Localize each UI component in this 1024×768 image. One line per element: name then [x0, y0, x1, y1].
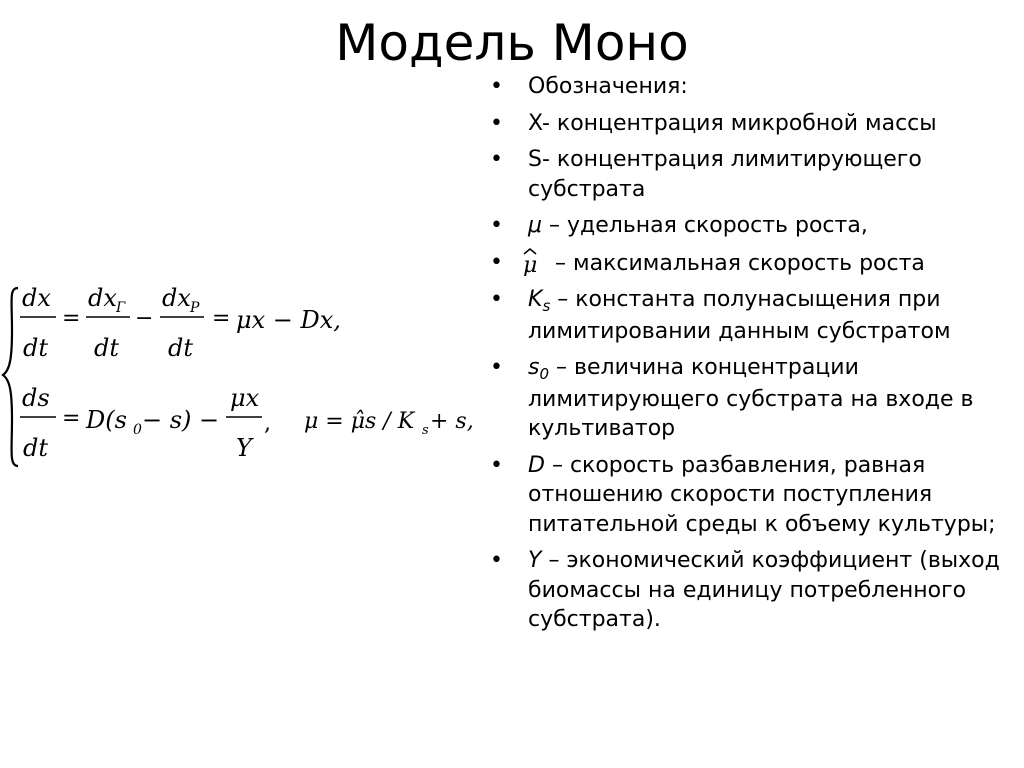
list-item — [486, 353, 1020, 444]
list-item-text: – константа полунасыщения при лимитировании данным субстратом — [528, 287, 951, 344]
list-item-text: Обозначения: — [528, 74, 688, 99]
list-item-text: X- концентрация микробной массы — [528, 110, 937, 136]
list-item — [486, 285, 1020, 346]
eq1-equals: = — [62, 306, 81, 331]
eq2-frac1-den: dt — [23, 434, 49, 462]
eq2-frac-den: Y — [236, 434, 252, 462]
list-item — [486, 248, 1020, 279]
eq2-frac1-num: ds — [22, 384, 50, 412]
eq1-rhs: μx − Dx, — [236, 306, 341, 334]
svg-text:μ: μ — [523, 252, 538, 276]
eq1-frac3-num: dx — [162, 284, 191, 312]
eq2-mu-def-sub: s — [422, 423, 429, 438]
eq2-equals: = — [62, 406, 81, 431]
eq2-rhs-b: − s) − — [142, 406, 220, 434]
eq1-minus: − — [135, 306, 154, 331]
list-item-text: S- концентрация лимитирующего субстрата — [528, 147, 922, 202]
mu-hat-symbol-image — [518, 248, 544, 276]
system-brace — [3, 288, 18, 466]
eq1-frac1-num: dx — [22, 284, 51, 312]
monod-equations — [0, 270, 486, 480]
list-item-symbol: Y — [528, 548, 542, 573]
eq1-frac2-sub: Г — [116, 300, 126, 316]
list-item — [486, 72, 1020, 102]
eq2-rhs-a: D(s — [86, 406, 127, 434]
bullet-icon: • — [490, 147, 503, 172]
eq1-frac2-den: dt — [94, 334, 120, 362]
list-item-symbol: s — [528, 355, 540, 380]
bullet-icon: • — [490, 249, 503, 275]
bullet-icon: • — [490, 213, 503, 238]
list-item-text: – величина концентрации лимитирующего субстрата на входе в культиватор — [528, 355, 974, 441]
eq2-comma: , — [264, 411, 271, 436]
list-item — [486, 451, 1020, 540]
eq2-mu-def-tail: + s, — [430, 409, 474, 434]
eq2-mu-def: μ = μ̂s / K — [304, 409, 415, 434]
eq2-rhs-a-sub: 0 — [133, 422, 142, 438]
eq1-frac2-num: dx — [88, 284, 117, 312]
bullet-icon: • — [490, 110, 503, 136]
eq2-frac-num: μx — [230, 384, 260, 412]
bullet-icon: • — [490, 548, 503, 573]
eq1-frac3-den: dt — [168, 334, 194, 362]
list-item-symbol: K — [528, 287, 543, 312]
list-item — [486, 211, 1020, 241]
bullet-icon: • — [490, 74, 503, 99]
list-item-subscript: s — [542, 297, 551, 315]
bullet-icon: • — [490, 287, 503, 312]
bullet-icon: • — [490, 452, 503, 478]
list-item — [486, 145, 1020, 204]
list-item-subscript: 0 — [539, 365, 550, 383]
eq1-frac3-sub: P — [190, 300, 200, 316]
list-item — [486, 546, 1020, 635]
slide-title: Модель Моно — [335, 14, 689, 72]
eq1-frac1-den: dt — [23, 334, 49, 362]
list-item-text: – удельная скорость роста, — [542, 213, 868, 238]
list-item — [486, 109, 1020, 139]
list-item-text: – скорость разбавления, равная отношению скорости поступления питательной среды к объему культуры; — [528, 452, 996, 537]
list-item-symbol: D — [528, 452, 545, 478]
list-item-text: – максимальная скорость роста — [548, 250, 925, 276]
list-item-text: – экономический коэффициент (выход биомассы на единицу потребленного субстрата). — [528, 548, 1000, 632]
bullet-icon: • — [490, 355, 503, 380]
list-item-symbol: μ — [528, 213, 542, 238]
notation-list — [486, 72, 1020, 642]
eq1-equals-2: = — [212, 306, 231, 331]
